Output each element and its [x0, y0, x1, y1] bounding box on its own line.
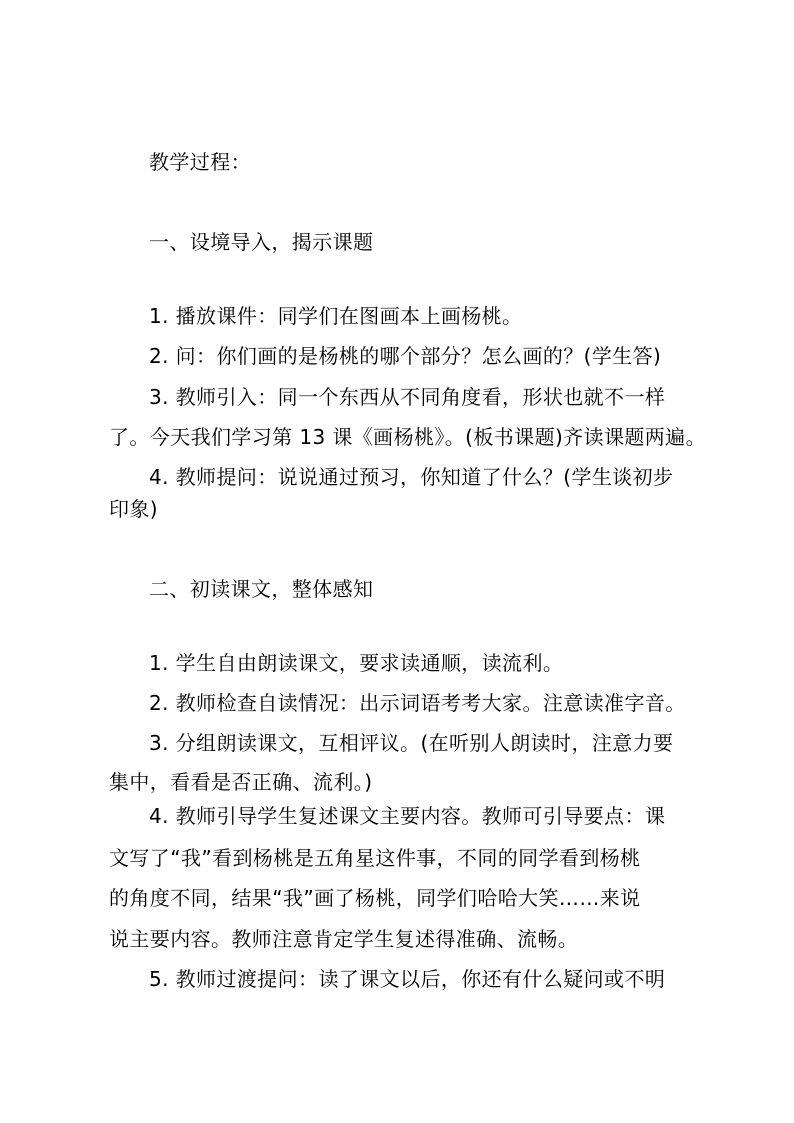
- section-2-item-4-cont-2: 的角度不同，结果“我”画了杨桃，同学们哈哈大笑……来说: [109, 886, 641, 910]
- section-2-item-2: 2. 教师检查自读情况：出示词语考考大家。注意读准字音。: [149, 691, 686, 715]
- section-2-title: 二、初读课文，整体感知: [149, 577, 374, 601]
- section-1-title: 一、设境导入，揭示课题: [149, 230, 374, 254]
- section-1-item-4: 4. 教师提问：说说通过预习，你知道了什么？(学生谈初步: [149, 465, 674, 489]
- section-2-item-4-cont-1: 文写了“我”看到杨桃是五角星这件事，不同的同学看到杨桃: [109, 846, 641, 870]
- section-1-item-2: 2. 问：你们画的是杨桃的哪个部分？怎么画的？(学生答): [149, 344, 662, 368]
- document-heading: 教学过程：: [149, 150, 251, 174]
- section-2-item-4: 4. 教师引导学生复述课文主要内容。教师可引导要点：课: [149, 804, 666, 828]
- section-2-item-3: 3. 分组朗读课文，互相评议。(在听别人朗读时，注意力要: [149, 731, 674, 755]
- section-1-item-1: 1. 播放课件：同学们在图画本上画杨桃。: [149, 304, 523, 328]
- section-2-item-3-cont: 集中，看看是否正确、流利。): [109, 770, 373, 794]
- section-1-item-4-cont: 印象): [109, 497, 159, 521]
- section-2-item-1: 1. 学生自由朗读课文，要求读通顺，读流利。: [149, 651, 564, 675]
- section-1-item-3: 3. 教师引入：同一个东西从不同角度看，形状也就不一样: [149, 385, 666, 409]
- section-2-item-4-cont-3: 说主要内容。教师注意肯定学生复述得准确、流畅。: [109, 927, 579, 951]
- section-2-item-5: 5. 教师过渡提问：读了课文以后，你还有什么疑问或不明: [149, 967, 666, 991]
- section-1-item-3-cont: 了。今天我们学习第 13 课《画杨桃》。(板书课题)齐读课题两遍。: [109, 425, 706, 449]
